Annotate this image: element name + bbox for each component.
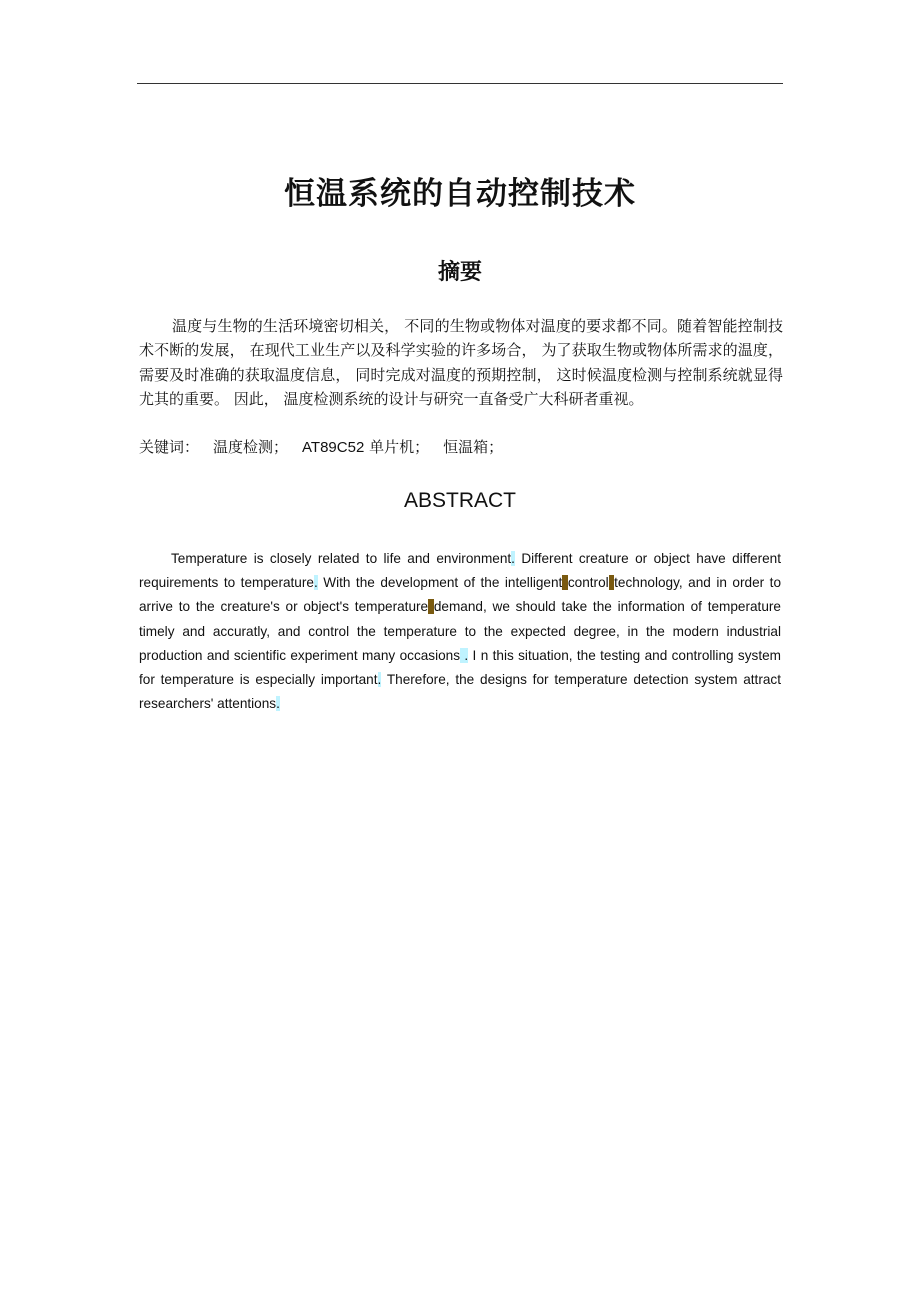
abstract-en-sentence-5: demand, we should take the information of temperature timely and accuratly, and control the temperature to the expected degree, in the modern industrial production and scientific experiment many occasions [139,599,781,663]
keywords-line [139,435,783,460]
abstract-heading-chinese: 摘要 [437,260,482,285]
highlight-mark: . [460,647,469,663]
abstract-en-sentence-2: Different creature or object have different requirements to temperature [139,551,781,591]
keywords-label: 关键词： [139,438,200,456]
document-title: 恒温系统的自动控制技术 [284,176,636,212]
abstract-en-sentence-3: With the development of the intelligent [317,575,563,591]
keyword-thermostat: 恒温箱； [443,438,504,456]
abstract-en-sentence-7: Therefore, the designs for temperature detection system attract researchers' attentions [139,672,781,712]
abstract-english-paragraph [139,547,781,716]
highlight-mark: . [511,551,515,566]
keyword-at89c52: AT89C52 [302,439,365,456]
highlight-mark: . [377,672,382,688]
highlight-mark: . [313,575,318,591]
header-rule [137,83,783,84]
keyword-single-chip: 单片机； [369,438,430,456]
abstract-en-sentence-6: I n this situation, the testing and controlling system for temperature is especially important [139,647,781,688]
abstract-en-sentence-1: Temperature is closely related to life and environment [171,551,512,566]
abstract-heading-english: ABSTRACT [403,489,516,512]
abstract-chinese-paragraph: 温度与生物的生活环境密切相关， 不同的生物或物体对温度的要求都不同。随着智能控制技术不断的发展， 在现代工业生产以及科学实验的许多场合， 为了获取生物或物体所需求的温度， 需要及时准确的获取温度信息， 同时完成对温度的预期控制， 这时候温度检测与控制系统就显得尤其的重要。 因此， 温度检测系统的设计与研究一直备受广大科研者重视。 [139,317,783,409]
keyword-temperature-detection: 温度检测； [213,438,289,456]
highlight-mark: . [276,696,280,712]
abstract-en-sentence-4: technology, and in order to arrive to the creature's or object's temperature [139,575,781,615]
abstract-en-word-control: control [567,575,609,591]
